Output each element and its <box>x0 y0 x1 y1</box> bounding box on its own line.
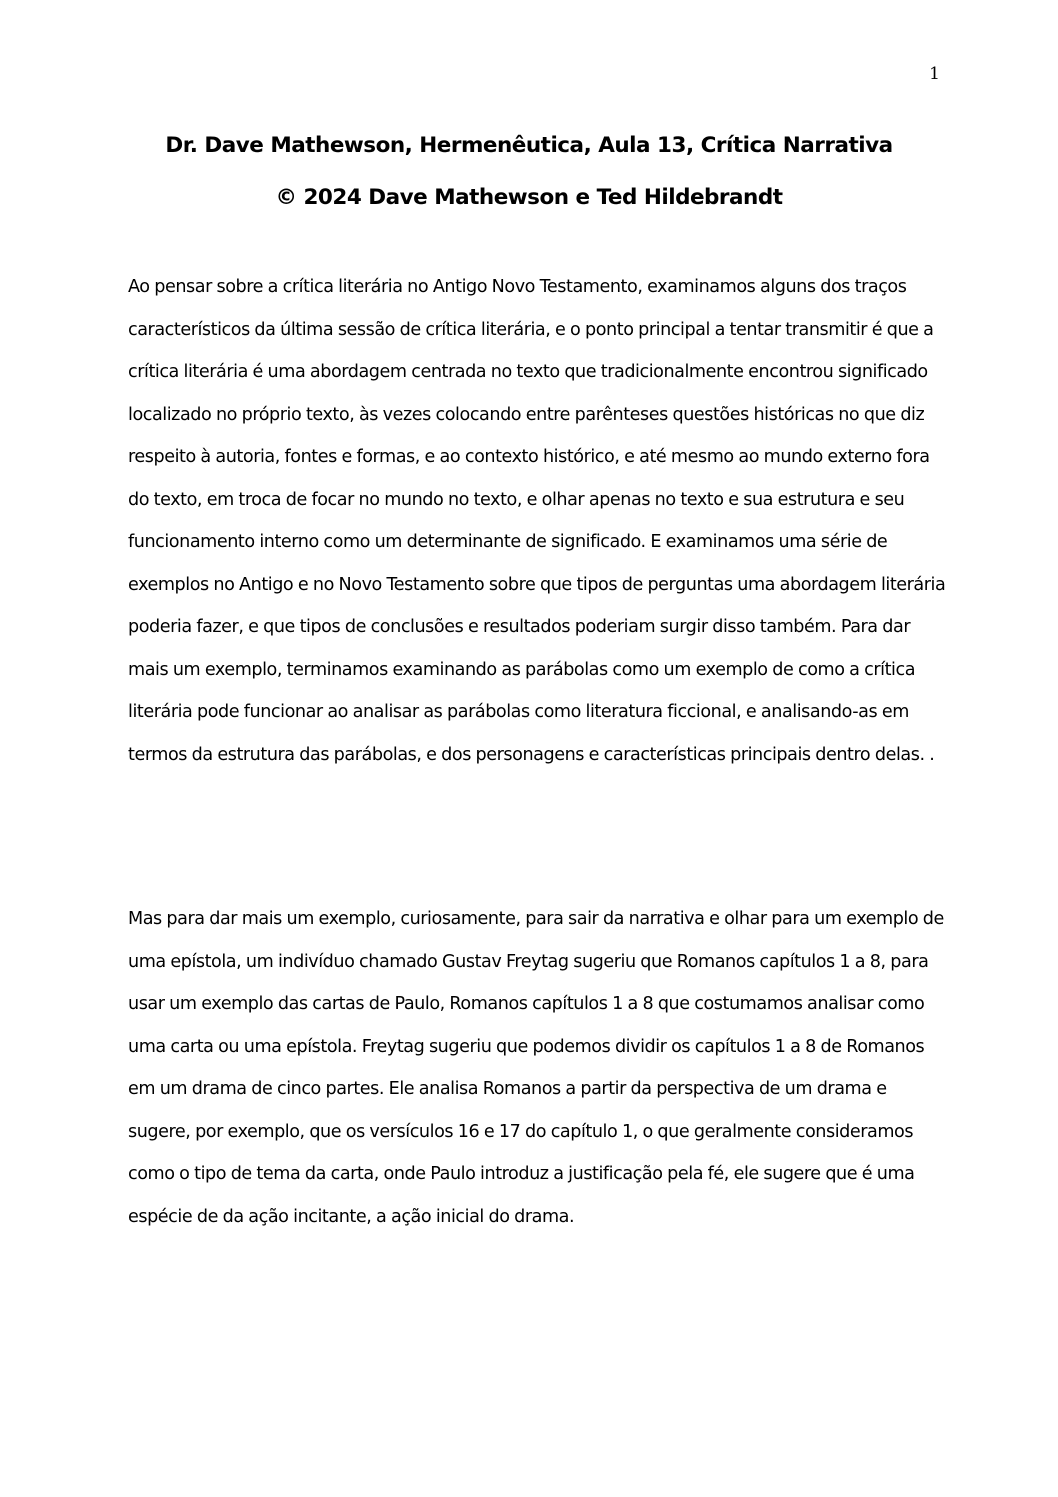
body-paragraph-2: Mas para dar mais um exemplo, curiosamente, para sair da narrativa e olhar para um exemplo de uma epístola, um indivíduo chamado Gustav Freytag sugeriu que Romanos capítulos 1 a 8, para usar um exemplo das cartas de Paulo, Romanos capítulos 1 a 8 que costumamos analisar como uma carta ou uma epístola. Freytag sugeriu que podemos dividir os capítulos 1 a 8 de Romanos em um drama de cinco partes. Ele analisa Romanos a partir da perspectiva de um drama e sugere, por exemplo, que os versículos 16 e 17 do capítulo 1, o que geralmente consideramos como o tipo de tema da carta, onde Paulo introduz a justificação pela fé, ele sugere que é uma espécie de da ação incitante, a ação inicial do drama. <box>128 909 944 1227</box>
body-paragraph-1: Ao pensar sobre a crítica literária no Antigo Novo Testamento, examinamos alguns dos traços característicos da última sessão de crítica literária, e o ponto principal a tentar transmitir é que a crítica literária é uma abordagem centrada no texto que tradicionalmente encontrou significado localizado no próprio texto, às vezes colocando entre parênteses questões históricas no que diz respeito à autoria, fontes e formas, e ao contexto histórico, e até mesmo ao mundo externo fora do texto, em troca de focar no mundo no texto, e olhar apenas no texto e sua estrutura e seu funcionamento interno como um determinante de significado. E examinamos uma série de exemplos no Antigo e no Novo Testamento sobre que tipos de perguntas uma abordagem literária poderia fazer, e que tipos de conclusões e resultados poderiam surgir disso também. Para dar mais um exemplo, terminamos examinando as parábolas como um exemplo de como a crítica literária pode funcionar ao analisar as parábolas como literatura ficcional, e analisando-as em termos da estrutura das parábolas, e dos personagens e características principais dentro delas. . <box>128 277 946 765</box>
document-title <box>110 126 948 230</box>
title-line-1: Dr. Dave Mathewson, Hermenêutica, Aula 13, Crítica Narrativa <box>165 133 893 158</box>
title-line-2: © 2024 Dave Mathewson e Ted Hildebrandt <box>275 185 783 210</box>
page-number: 1 <box>929 64 940 84</box>
